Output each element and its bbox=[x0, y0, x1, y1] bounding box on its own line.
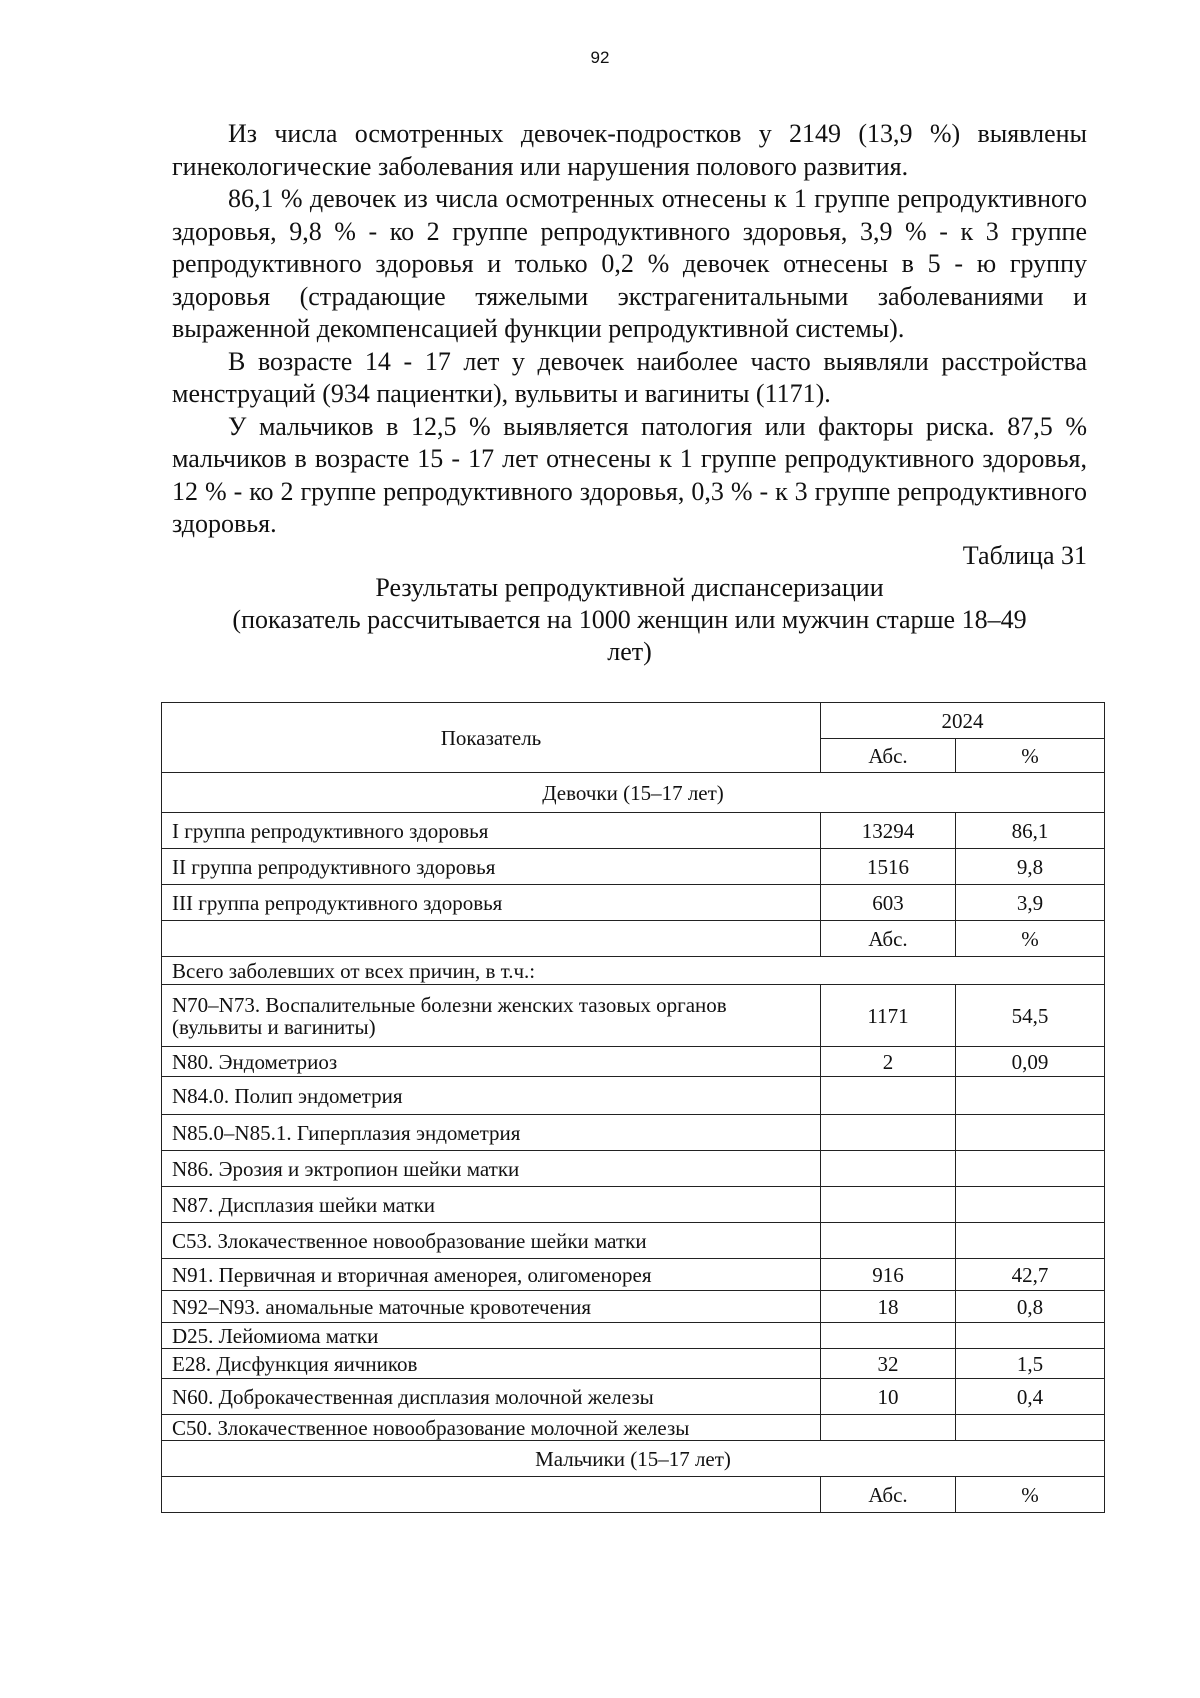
header-indicator: Показатель bbox=[162, 703, 821, 773]
row-pct bbox=[956, 1415, 1105, 1441]
table-row bbox=[162, 1323, 1105, 1349]
table-row bbox=[162, 985, 1105, 1047]
row-label: N92–N93. аномальные маточные кровотечения bbox=[162, 1291, 821, 1323]
row-label-empty bbox=[162, 1477, 821, 1513]
subheader-pct: % bbox=[956, 921, 1105, 957]
subheader-pct: % bbox=[956, 1477, 1105, 1513]
table-row bbox=[162, 885, 1105, 921]
subheader-abs: Абс. bbox=[821, 921, 956, 957]
row-pct bbox=[956, 1223, 1105, 1259]
row-abs bbox=[821, 1323, 956, 1349]
paragraph: У мальчиков в 12,5 % выявляется патология или факторы риска. 87,5 % мальчиков в возрасте 15 - 17 лет отнесены к 1 группе репродуктивного здоровья, 12 % - ко 2 группе репродуктивного здоровья, 0,3 % - к 3 группе репродуктивного здоровья. bbox=[172, 411, 1087, 538]
header-abs: Абс. bbox=[821, 739, 956, 773]
row-pct: 54,5 bbox=[956, 985, 1105, 1047]
paragraph: 86,1 % девочек из числа осмотренных отнесены к 1 группе репродуктивного здоровья, 9,8 % - ко 2 группе репродуктивного здоровья, 3,9 % - к 3 группе репродуктивного здоровья и только 0,2 % девочек отнесены в 5 - ю группу здоровья (страдающие тяжелыми экстрагенитальными заболеваниями и выраженной декомпенсацией функции репродуктивной системы). bbox=[172, 184, 1087, 343]
table-row bbox=[162, 849, 1105, 885]
row-abs bbox=[821, 1187, 956, 1223]
table-title-line: (показатель рассчитывается на 1000 женщин или мужчин старше 18–49 bbox=[232, 605, 1027, 634]
row-label: N60. Доброкачественная дисплазия молочной железы bbox=[162, 1379, 821, 1415]
row-label: II группа репродуктивного здоровья bbox=[162, 849, 821, 885]
row-label: N85.0–N85.1. Гиперплазия эндометрия bbox=[162, 1115, 821, 1151]
subheader-row bbox=[162, 1477, 1105, 1513]
row-label: N80. Эндометриоз bbox=[162, 1047, 821, 1077]
table-row bbox=[162, 1415, 1105, 1441]
results-table bbox=[161, 702, 1105, 1513]
header-pct: % bbox=[956, 739, 1105, 773]
row-label: N87. Дисплазия шейки матки bbox=[162, 1187, 821, 1223]
row-label: N84.0. Полип эндометрия bbox=[162, 1077, 821, 1115]
section-girls: Девочки (15–17 лет) bbox=[162, 773, 1105, 813]
table-row bbox=[162, 1259, 1105, 1291]
table-title-line: Результаты репродуктивной диспансеризации bbox=[375, 573, 884, 602]
row-label: E28. Дисфункция яичников bbox=[162, 1349, 821, 1379]
table-caption: Таблица 31 bbox=[962, 541, 1087, 570]
table-title-line: лет) bbox=[607, 637, 652, 666]
total-row bbox=[162, 957, 1105, 985]
table-row bbox=[162, 1047, 1105, 1077]
table-row bbox=[162, 1151, 1105, 1187]
row-abs: 1171 bbox=[821, 985, 956, 1047]
section-row bbox=[162, 773, 1105, 813]
row-abs: 603 bbox=[821, 885, 956, 921]
row-abs bbox=[821, 1115, 956, 1151]
row-label: N70–N73. Воспалительные болезни женских тазовых органов (вульвиты и вагиниты) bbox=[162, 985, 821, 1047]
table-row bbox=[162, 1077, 1105, 1115]
row-label: I группа репродуктивного здоровья bbox=[162, 813, 821, 849]
table-row bbox=[162, 1291, 1105, 1323]
row-abs bbox=[821, 1077, 956, 1115]
row-pct bbox=[956, 1323, 1105, 1349]
table-row bbox=[162, 1115, 1105, 1151]
paragraph: В возрасте 14 - 17 лет у девочек наиболее часто выявляли расстройства менструаций (934 пациентки), вульвиты и вагиниты (1171). bbox=[172, 346, 1087, 408]
row-pct: 86,1 bbox=[956, 813, 1105, 849]
row-label: III группа репродуктивного здоровья bbox=[162, 885, 821, 921]
row-abs bbox=[821, 1415, 956, 1441]
table-row bbox=[162, 1187, 1105, 1223]
row-abs: 18 bbox=[821, 1291, 956, 1323]
row-pct: 0,09 bbox=[956, 1047, 1105, 1077]
section-boys: Мальчики (15–17 лет) bbox=[162, 1441, 1105, 1477]
row-pct bbox=[956, 1151, 1105, 1187]
row-abs: 10 bbox=[821, 1379, 956, 1415]
row-label: N91. Первичная и вторичная аменорея, олигоменорея bbox=[162, 1259, 821, 1291]
row-pct bbox=[956, 1187, 1105, 1223]
row-abs bbox=[821, 1223, 956, 1259]
table-row bbox=[162, 1223, 1105, 1259]
body-text bbox=[172, 118, 1087, 541]
row-abs: 1516 bbox=[821, 849, 956, 885]
row-abs bbox=[821, 1151, 956, 1187]
page-number: 92 bbox=[590, 48, 610, 67]
subheader-abs: Абс. bbox=[821, 1477, 956, 1513]
row-pct: 0,8 bbox=[956, 1291, 1105, 1323]
table-row bbox=[162, 1379, 1105, 1415]
subheader-row bbox=[162, 921, 1105, 957]
table-row bbox=[162, 1349, 1105, 1379]
row-pct: 1,5 bbox=[956, 1349, 1105, 1379]
row-label: N86. Эрозия и эктропион шейки матки bbox=[162, 1151, 821, 1187]
total-label: Всего заболевших от всех причин, в т.ч.: bbox=[162, 957, 1105, 985]
header-year: 2024 bbox=[821, 703, 1105, 739]
table-header-row bbox=[162, 703, 1105, 739]
row-pct: 9,8 bbox=[956, 849, 1105, 885]
row-label: C50. Злокачественное новообразование молочной железы bbox=[162, 1415, 821, 1441]
table-row bbox=[162, 813, 1105, 849]
row-label: D25. Лейомиома матки bbox=[162, 1323, 821, 1349]
section-row bbox=[162, 1441, 1105, 1477]
table-title bbox=[172, 572, 1087, 668]
row-pct: 42,7 bbox=[956, 1259, 1105, 1291]
row-abs: 2 bbox=[821, 1047, 956, 1077]
row-pct: 0,4 bbox=[956, 1379, 1105, 1415]
row-pct bbox=[956, 1115, 1105, 1151]
paragraph: Из числа осмотренных девочек-подростков у 2149 (13,9 %) выявлены гинекологические заболевания или нарушения полового развития. bbox=[172, 119, 1087, 181]
row-label: C53. Злокачественное новообразование шейки матки bbox=[162, 1223, 821, 1259]
row-abs: 916 bbox=[821, 1259, 956, 1291]
row-pct bbox=[956, 1077, 1105, 1115]
row-pct: 3,9 bbox=[956, 885, 1105, 921]
row-label-empty bbox=[162, 921, 821, 957]
row-abs: 32 bbox=[821, 1349, 956, 1379]
row-abs: 13294 bbox=[821, 813, 956, 849]
